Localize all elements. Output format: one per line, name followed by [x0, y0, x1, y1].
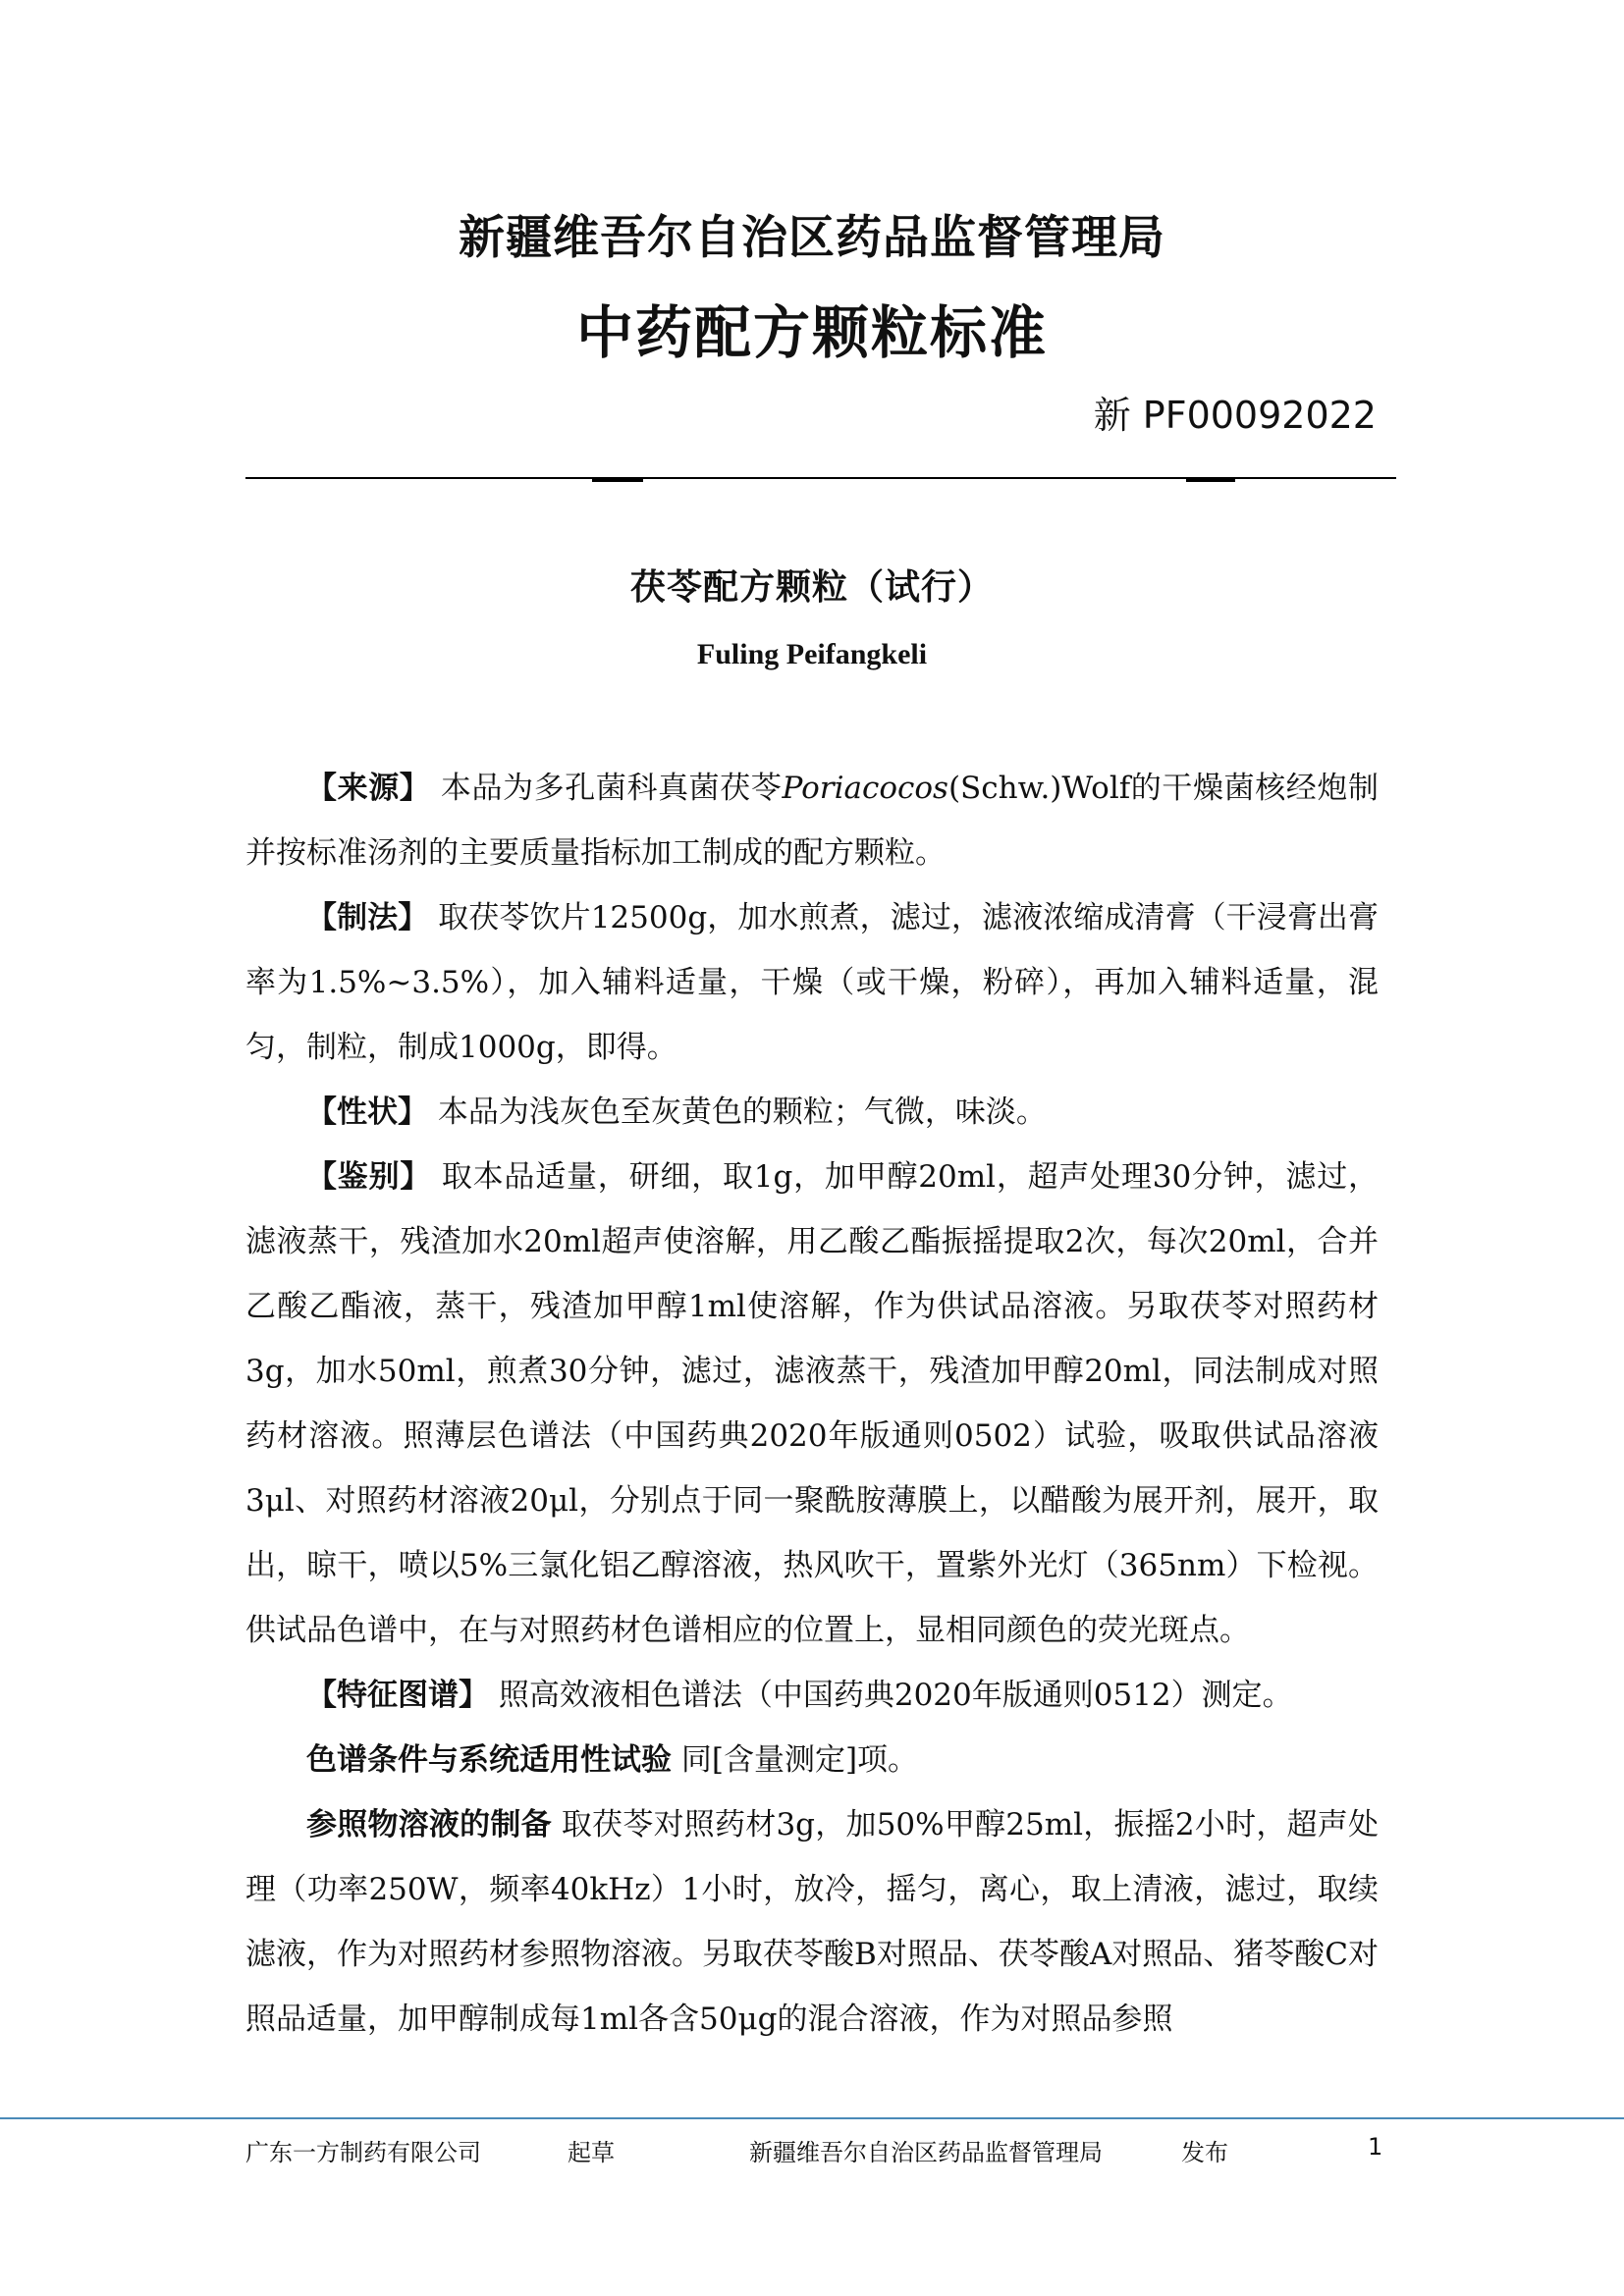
- page-footer: [0, 2133, 1624, 2172]
- footer-drafter-action: 起草: [568, 2139, 615, 2166]
- section-label: 色谱条件与系统适用性试验: [306, 1742, 672, 1778]
- section-text: 本品为多孔菌科真菌茯苓: [440, 771, 783, 806]
- footer-publisher-action: 发布: [1181, 2139, 1228, 2166]
- section-method: [245, 885, 1379, 1080]
- section-text: (Schw.)Wolf的干燥菌核经炮制并按标准汤剂的主要质量指标加工制成的配方颗粒。: [245, 771, 1380, 871]
- footer-publisher: 新疆维吾尔自治区药品监督管理局: [749, 2139, 1103, 2166]
- standard-code: 新 PF00092022: [1093, 394, 1377, 437]
- footer-drafter: 广东一方制药有限公司: [245, 2139, 481, 2166]
- section-fingerprint: [245, 1663, 1379, 1728]
- section-text: 取茯苓饮片12500g，加水煎煮，滤过，滤液浓缩成清膏（干浸膏出膏率为1.5%~3.5%），加入辅料适量，干燥（或干燥，粉碎），再加入辅料适量，混匀，制粒，制成1000g，即得。: [245, 900, 1379, 1065]
- standard-title: 中药配方颗粒标准: [575, 299, 1048, 366]
- header-rule-accent-left: [592, 479, 643, 482]
- section-reference: [245, 1792, 1379, 2052]
- header-rule-accent-right: [1186, 479, 1235, 482]
- section-label: 【特征图谱】: [306, 1678, 489, 1713]
- section-identification: [245, 1145, 1379, 1663]
- document-subtitle: Fuling Peifangkeli: [696, 638, 928, 670]
- section-label: 参照物溶液的制备: [306, 1807, 552, 1842]
- section-label: 【鉴别】: [306, 1159, 432, 1195]
- section-character: [245, 1080, 1379, 1145]
- section-label: 【性状】: [306, 1095, 428, 1130]
- section-text: 取茯苓对照药材3g，加50%甲醇25ml，振摇2小时，超声处理（功率250W，频率40kHz）1小时，放冷，摇匀，离心，取上清液，滤过，取续滤液，作为对照药材参照物溶液。另取茯苓酸B对照品、茯苓酸A对照品、猪苓酸C对照品适量，加甲醇制成每1ml各含50μg的混合溶液，作为对照品参照: [245, 1807, 1380, 2037]
- section-text: 照高效液相色谱法（中国药典2020年版通则0512）测定。: [498, 1678, 1293, 1713]
- section-label: 【来源】: [306, 771, 431, 806]
- latin-name: Poriacocos: [782, 771, 948, 806]
- section-text: 取本品适量，研细，取1g，加甲醇20ml，超声处理30分钟，滤过，滤液蒸干，残渣加水20ml超声使溶解，用乙酸乙酯振摇提取2次，每次20ml，合并乙酸乙酯液，蒸干，残渣加甲醇1ml使溶解，作为供试品溶液。另取茯苓对照药材3g，加水50ml，煎煮30分钟，滤过，滤液蒸干，残渣加甲醇20ml，同法制成对照药材溶液。照薄层色谱法（中国药典2020年版通则0502）试验，吸取供试品溶液3μl、对照药材溶液20μl，分别点于同一聚酰胺薄膜上，以醋酸为展开剂，展开，取出，晾干，喷以5%三氯化铝乙醇溶液，热风吹干，置紫外光灯（365nm）下检视。供试品色谱中，在与对照药材色谱相应的位置上，显相同颜色的荧光斑点。: [245, 1159, 1379, 1648]
- section-text: 同[含量测定]项。: [680, 1742, 919, 1778]
- section-label: 【制法】: [306, 900, 429, 935]
- document-body: [245, 756, 1379, 2052]
- section-text: 本品为浅灰色至灰黄色的颗粒；气微，味淡。: [437, 1095, 1047, 1130]
- section-source: [245, 756, 1379, 885]
- footer-divider: [0, 2117, 1624, 2119]
- footer-page-number: 1: [1368, 2133, 1383, 2161]
- section-chromatography: [245, 1728, 1379, 1792]
- issuing-authority: 新疆维吾尔自治区药品监督管理局: [459, 211, 1165, 265]
- document-title: 茯苓配方颗粒（试行）: [629, 566, 994, 608]
